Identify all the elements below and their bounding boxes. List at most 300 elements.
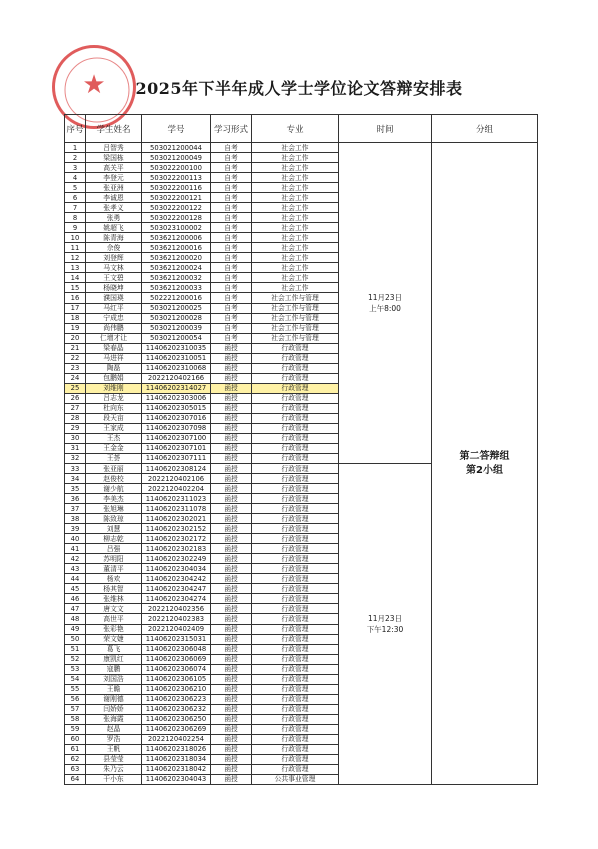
schedule-table bbox=[64, 114, 538, 785]
major: 行政管理 bbox=[252, 494, 339, 504]
row-index: 36 bbox=[65, 494, 86, 504]
major: 行政管理 bbox=[252, 664, 339, 674]
student-name: 尚伟鹏 bbox=[86, 323, 142, 333]
major: 行政管理 bbox=[252, 654, 339, 664]
student-id: 11406202315031 bbox=[142, 634, 211, 644]
study-mode: 自考 bbox=[211, 173, 252, 183]
student-id: 503621200033 bbox=[142, 283, 211, 293]
student-name: 董清平 bbox=[86, 564, 142, 574]
time-slot-cell: 11月23日 下午12:30 bbox=[339, 464, 432, 785]
study-mode: 函授 bbox=[211, 464, 252, 474]
student-id: 11406202310051 bbox=[142, 353, 211, 363]
major: 行政管理 bbox=[252, 704, 339, 714]
study-mode: 自考 bbox=[211, 233, 252, 243]
study-mode: 函授 bbox=[211, 373, 252, 383]
header-study-mode: 学习形式 bbox=[211, 115, 252, 143]
study-mode: 函授 bbox=[211, 764, 252, 774]
major: 社会工作 bbox=[252, 233, 339, 243]
study-mode: 函授 bbox=[211, 644, 252, 654]
row-index: 29 bbox=[65, 423, 86, 433]
header-group: 分组 bbox=[432, 115, 538, 143]
student-name: 罗浩 bbox=[86, 734, 142, 744]
major: 行政管理 bbox=[252, 714, 339, 724]
group-cell: 第二答辩组 第2小组 bbox=[432, 143, 538, 785]
student-id: 11406202306232 bbox=[142, 704, 211, 714]
major: 行政管理 bbox=[252, 584, 339, 594]
major: 社会工作与管理 bbox=[252, 323, 339, 333]
major: 行政管理 bbox=[252, 383, 339, 393]
student-name: 柳志乾 bbox=[86, 534, 142, 544]
student-name: 姚超飞 bbox=[86, 223, 142, 233]
student-name: 张彩艳 bbox=[86, 624, 142, 634]
student-name: 县莹莹 bbox=[86, 754, 142, 764]
student-name: 梁国栋 bbox=[86, 153, 142, 163]
row-index: 52 bbox=[65, 654, 86, 664]
student-id: 502221200016 bbox=[142, 293, 211, 303]
student-name: 吕智秀 bbox=[86, 143, 142, 153]
study-mode: 函授 bbox=[211, 363, 252, 373]
student-id: 503022200113 bbox=[142, 173, 211, 183]
student-id: 11406202307098 bbox=[142, 423, 211, 433]
document-title: 2025年下半年成人学士学位论文答辩安排表 bbox=[135, 79, 463, 98]
row-index: 56 bbox=[65, 694, 86, 704]
student-name: 王荟 bbox=[86, 453, 142, 463]
major: 行政管理 bbox=[252, 634, 339, 644]
student-id: 11406202302152 bbox=[142, 524, 211, 534]
study-mode: 函授 bbox=[211, 684, 252, 694]
row-index: 1 bbox=[65, 143, 86, 153]
student-name: 王帆 bbox=[86, 744, 142, 754]
major: 行政管理 bbox=[252, 413, 339, 423]
student-name: 张亚丽 bbox=[86, 464, 142, 474]
student-id: 11406202303006 bbox=[142, 393, 211, 403]
row-index: 43 bbox=[65, 564, 86, 574]
major: 行政管理 bbox=[252, 453, 339, 463]
major: 行政管理 bbox=[252, 574, 339, 584]
study-mode: 函授 bbox=[211, 574, 252, 584]
major: 行政管理 bbox=[252, 754, 339, 764]
study-mode: 函授 bbox=[211, 554, 252, 564]
table-body bbox=[65, 143, 538, 785]
major: 行政管理 bbox=[252, 363, 339, 373]
study-mode: 自考 bbox=[211, 333, 252, 343]
row-index: 18 bbox=[65, 313, 86, 323]
student-name: 吕志龙 bbox=[86, 393, 142, 403]
major: 社会工作与管理 bbox=[252, 293, 339, 303]
row-index: 42 bbox=[65, 554, 86, 564]
student-name: 王文碧 bbox=[86, 273, 142, 283]
student-name: 段天亩 bbox=[86, 413, 142, 423]
student-id: 503621200020 bbox=[142, 253, 211, 263]
student-id: 11406202305015 bbox=[142, 403, 211, 413]
student-name: 马进祥 bbox=[86, 353, 142, 363]
row-index: 37 bbox=[65, 504, 86, 514]
study-mode: 自考 bbox=[211, 303, 252, 313]
student-name: 杨欢 bbox=[86, 574, 142, 584]
study-mode: 函授 bbox=[211, 353, 252, 363]
student-id: 11406202306223 bbox=[142, 694, 211, 704]
student-name: 荣文婕 bbox=[86, 634, 142, 644]
major: 行政管理 bbox=[252, 624, 339, 634]
study-mode: 自考 bbox=[211, 183, 252, 193]
student-id: 11406202307016 bbox=[142, 413, 211, 423]
row-index: 13 bbox=[65, 263, 86, 273]
row-index: 11 bbox=[65, 243, 86, 253]
student-name: 刘慧 bbox=[86, 524, 142, 534]
student-id: 2022120402409 bbox=[142, 624, 211, 634]
student-id: 2022120402254 bbox=[142, 734, 211, 744]
student-name: 王瞻 bbox=[86, 684, 142, 694]
row-index: 30 bbox=[65, 433, 86, 443]
student-name: 陶磊 bbox=[86, 363, 142, 373]
student-name: 张维林 bbox=[86, 594, 142, 604]
study-mode: 函授 bbox=[211, 494, 252, 504]
student-id: 503621200016 bbox=[142, 243, 211, 253]
major: 社会工作与管理 bbox=[252, 313, 339, 323]
study-mode: 自考 bbox=[211, 323, 252, 333]
student-id: 503021200028 bbox=[142, 313, 211, 323]
row-index: 24 bbox=[65, 373, 86, 383]
student-id: 11406202307101 bbox=[142, 443, 211, 453]
study-mode: 函授 bbox=[211, 514, 252, 524]
student-id: 11406202318042 bbox=[142, 764, 211, 774]
major: 行政管理 bbox=[252, 604, 339, 614]
student-name: 马文林 bbox=[86, 263, 142, 273]
row-index: 9 bbox=[65, 223, 86, 233]
major: 社会工作 bbox=[252, 283, 339, 293]
student-name: 张旭琳 bbox=[86, 504, 142, 514]
row-index: 49 bbox=[65, 624, 86, 634]
student-id: 11406202310035 bbox=[142, 343, 211, 353]
student-id: 11406202306210 bbox=[142, 684, 211, 694]
major: 行政管理 bbox=[252, 734, 339, 744]
student-id: 2022120402356 bbox=[142, 604, 211, 614]
student-name: 李登元 bbox=[86, 173, 142, 183]
major: 行政管理 bbox=[252, 504, 339, 514]
major: 公共事业管理 bbox=[252, 774, 339, 784]
study-mode: 自考 bbox=[211, 273, 252, 283]
student-id: 11406202307111 bbox=[142, 453, 211, 463]
student-id: 2022120402166 bbox=[142, 373, 211, 383]
study-mode: 函授 bbox=[211, 634, 252, 644]
row-index: 26 bbox=[65, 393, 86, 403]
row-index: 40 bbox=[65, 534, 86, 544]
major: 社会工作 bbox=[252, 143, 339, 153]
row-index: 35 bbox=[65, 484, 86, 494]
study-mode: 自考 bbox=[211, 283, 252, 293]
student-id: 503021200054 bbox=[142, 333, 211, 343]
student-name: 王金金 bbox=[86, 443, 142, 453]
row-index: 47 bbox=[65, 604, 86, 614]
row-index: 16 bbox=[65, 293, 86, 303]
study-mode: 函授 bbox=[211, 484, 252, 494]
student-name: 梁春晶 bbox=[86, 343, 142, 353]
student-name: 张孝义 bbox=[86, 203, 142, 213]
study-mode: 函授 bbox=[211, 604, 252, 614]
major: 社会工作 bbox=[252, 213, 339, 223]
row-index: 62 bbox=[65, 754, 86, 764]
study-mode: 函授 bbox=[211, 524, 252, 534]
major: 社会工作与管理 bbox=[252, 303, 339, 313]
study-mode: 函授 bbox=[211, 504, 252, 514]
student-name: 仁增才让 bbox=[86, 333, 142, 343]
study-mode: 自考 bbox=[211, 203, 252, 213]
row-index: 21 bbox=[65, 343, 86, 353]
study-mode: 函授 bbox=[211, 694, 252, 704]
student-id: 503621200024 bbox=[142, 263, 211, 273]
major: 行政管理 bbox=[252, 443, 339, 453]
row-index: 39 bbox=[65, 524, 86, 534]
major: 行政管理 bbox=[252, 343, 339, 353]
student-id: 503022200100 bbox=[142, 163, 211, 173]
row-index: 12 bbox=[65, 253, 86, 263]
row-index: 25 bbox=[65, 383, 86, 393]
major: 行政管理 bbox=[252, 724, 339, 734]
student-name: 刘维刚 bbox=[86, 383, 142, 393]
student-name: 刘国浩 bbox=[86, 674, 142, 684]
study-mode: 自考 bbox=[211, 153, 252, 163]
student-id: 503621200006 bbox=[142, 233, 211, 243]
major: 行政管理 bbox=[252, 514, 339, 524]
row-index: 41 bbox=[65, 544, 86, 554]
study-mode: 函授 bbox=[211, 584, 252, 594]
major: 行政管理 bbox=[252, 423, 339, 433]
student-name: 康凯红 bbox=[86, 654, 142, 664]
student-id: 503023100002 bbox=[142, 223, 211, 233]
student-name: 葛飞 bbox=[86, 644, 142, 654]
student-name: 包鹏娟 bbox=[86, 373, 142, 383]
row-index: 48 bbox=[65, 614, 86, 624]
student-id: 11406202306069 bbox=[142, 654, 211, 664]
row-index: 5 bbox=[65, 183, 86, 193]
major: 社会工作与管理 bbox=[252, 333, 339, 343]
row-index: 45 bbox=[65, 584, 86, 594]
student-id: 503022200121 bbox=[142, 193, 211, 203]
student-name: 张海霞 bbox=[86, 714, 142, 724]
row-index: 28 bbox=[65, 413, 86, 423]
row-index: 17 bbox=[65, 303, 86, 313]
student-name: 张勇 bbox=[86, 213, 142, 223]
row-index: 46 bbox=[65, 594, 86, 604]
row-index: 54 bbox=[65, 674, 86, 684]
major: 社会工作 bbox=[252, 163, 339, 173]
major: 行政管理 bbox=[252, 644, 339, 654]
major: 行政管理 bbox=[252, 534, 339, 544]
header-student-name: 学生姓名 bbox=[86, 115, 142, 143]
student-id: 503021200025 bbox=[142, 303, 211, 313]
student-name: 佘俊 bbox=[86, 243, 142, 253]
row-index: 53 bbox=[65, 664, 86, 674]
time-slot-cell: 11月23日 上午8:00 bbox=[339, 143, 432, 464]
student-id: 503021200039 bbox=[142, 323, 211, 333]
student-id: 11406202310068 bbox=[142, 363, 211, 373]
header-student-id: 学号 bbox=[142, 115, 211, 143]
major: 行政管理 bbox=[252, 524, 339, 534]
student-name: 杨晓坤 bbox=[86, 283, 142, 293]
major: 社会工作 bbox=[252, 153, 339, 163]
student-id: 11406202302249 bbox=[142, 554, 211, 564]
row-index: 51 bbox=[65, 644, 86, 654]
student-name: 闫娇娇 bbox=[86, 704, 142, 714]
major: 社会工作 bbox=[252, 243, 339, 253]
study-mode: 函授 bbox=[211, 403, 252, 413]
major: 社会工作 bbox=[252, 193, 339, 203]
student-id: 503022200128 bbox=[142, 213, 211, 223]
major: 行政管理 bbox=[252, 544, 339, 554]
student-name: 干小东 bbox=[86, 774, 142, 784]
row-index: 50 bbox=[65, 634, 86, 644]
student-id: 11406202306250 bbox=[142, 714, 211, 724]
student-id: 11406202306074 bbox=[142, 664, 211, 674]
student-name: 濮国瑛 bbox=[86, 293, 142, 303]
study-mode: 函授 bbox=[211, 544, 252, 554]
row-index: 15 bbox=[65, 283, 86, 293]
student-name: 马红平 bbox=[86, 303, 142, 313]
student-name: 刘登辉 bbox=[86, 253, 142, 263]
student-name: 李诚恩 bbox=[86, 193, 142, 203]
student-id: 503022200116 bbox=[142, 183, 211, 193]
study-mode: 函授 bbox=[211, 564, 252, 574]
study-mode: 自考 bbox=[211, 213, 252, 223]
study-mode: 函授 bbox=[211, 674, 252, 684]
major: 行政管理 bbox=[252, 764, 339, 774]
major: 社会工作 bbox=[252, 183, 339, 193]
major: 行政管理 bbox=[252, 433, 339, 443]
row-index: 61 bbox=[65, 744, 86, 754]
row-index: 34 bbox=[65, 474, 86, 484]
table-row bbox=[65, 143, 538, 153]
study-mode: 函授 bbox=[211, 744, 252, 754]
study-mode: 函授 bbox=[211, 734, 252, 744]
student-name: 朱乃云 bbox=[86, 764, 142, 774]
student-name: 杨其智 bbox=[86, 584, 142, 594]
row-index: 33 bbox=[65, 464, 86, 474]
student-id: 11406202302172 bbox=[142, 534, 211, 544]
student-name: 宁成忠 bbox=[86, 313, 142, 323]
study-mode: 自考 bbox=[211, 313, 252, 323]
study-mode: 函授 bbox=[211, 654, 252, 664]
study-mode: 函授 bbox=[211, 423, 252, 433]
major: 社会工作 bbox=[252, 203, 339, 213]
study-mode: 自考 bbox=[211, 243, 252, 253]
major: 行政管理 bbox=[252, 554, 339, 564]
student-name: 陈青海 bbox=[86, 233, 142, 243]
study-mode: 自考 bbox=[211, 163, 252, 173]
row-index: 59 bbox=[65, 724, 86, 734]
major: 社会工作 bbox=[252, 253, 339, 263]
student-id: 11406202307100 bbox=[142, 433, 211, 443]
student-id: 11406202306269 bbox=[142, 724, 211, 734]
major: 社会工作 bbox=[252, 273, 339, 283]
student-id: 11406202311023 bbox=[142, 494, 211, 504]
row-index: 31 bbox=[65, 443, 86, 453]
major: 行政管理 bbox=[252, 403, 339, 413]
row-index: 14 bbox=[65, 273, 86, 283]
row-index: 60 bbox=[65, 734, 86, 744]
student-name: 王家成 bbox=[86, 423, 142, 433]
student-id: 503621200032 bbox=[142, 273, 211, 283]
study-mode: 函授 bbox=[211, 594, 252, 604]
major: 社会工作 bbox=[252, 173, 339, 183]
student-name: 谢刚德 bbox=[86, 694, 142, 704]
student-id: 11406202318034 bbox=[142, 754, 211, 764]
seal-star-icon: ★ bbox=[82, 70, 106, 100]
table-header-row bbox=[65, 115, 538, 143]
student-id: 11406202306105 bbox=[142, 674, 211, 684]
study-mode: 函授 bbox=[211, 714, 252, 724]
major: 行政管理 bbox=[252, 373, 339, 383]
study-mode: 函授 bbox=[211, 393, 252, 403]
student-name: 苏明阳 bbox=[86, 554, 142, 564]
row-index: 4 bbox=[65, 173, 86, 183]
student-name: 高世平 bbox=[86, 614, 142, 624]
row-index: 64 bbox=[65, 774, 86, 784]
major: 行政管理 bbox=[252, 684, 339, 694]
student-id: 2022120402204 bbox=[142, 484, 211, 494]
student-name: 高关平 bbox=[86, 163, 142, 173]
student-name: 寇鹏 bbox=[86, 664, 142, 674]
student-name: 李美杰 bbox=[86, 494, 142, 504]
major: 社会工作 bbox=[252, 263, 339, 273]
major: 行政管理 bbox=[252, 564, 339, 574]
study-mode: 自考 bbox=[211, 143, 252, 153]
major: 行政管理 bbox=[252, 694, 339, 704]
study-mode: 函授 bbox=[211, 614, 252, 624]
student-id: 11406202304247 bbox=[142, 584, 211, 594]
study-mode: 自考 bbox=[211, 293, 252, 303]
student-id: 11406202304034 bbox=[142, 564, 211, 574]
study-mode: 函授 bbox=[211, 664, 252, 674]
major: 行政管理 bbox=[252, 744, 339, 754]
header-time: 时间 bbox=[339, 115, 432, 143]
student-name: 赵晶 bbox=[86, 724, 142, 734]
study-mode: 函授 bbox=[211, 534, 252, 544]
row-index: 38 bbox=[65, 514, 86, 524]
student-name: 吕强 bbox=[86, 544, 142, 554]
student-name: 唐文文 bbox=[86, 604, 142, 614]
header-major: 专业 bbox=[252, 115, 339, 143]
header-index: 序号 bbox=[65, 115, 86, 143]
student-name: 杜向东 bbox=[86, 403, 142, 413]
major: 行政管理 bbox=[252, 393, 339, 403]
row-index: 23 bbox=[65, 363, 86, 373]
major: 社会工作 bbox=[252, 223, 339, 233]
major: 行政管理 bbox=[252, 464, 339, 474]
row-index: 63 bbox=[65, 764, 86, 774]
row-index: 44 bbox=[65, 574, 86, 584]
student-id: 11406202302021 bbox=[142, 514, 211, 524]
study-mode: 自考 bbox=[211, 223, 252, 233]
study-mode: 自考 bbox=[211, 193, 252, 203]
major: 行政管理 bbox=[252, 474, 339, 484]
student-name: 赵俊校 bbox=[86, 474, 142, 484]
row-index: 7 bbox=[65, 203, 86, 213]
row-index: 22 bbox=[65, 353, 86, 363]
major: 行政管理 bbox=[252, 353, 339, 363]
study-mode: 函授 bbox=[211, 724, 252, 734]
row-index: 20 bbox=[65, 333, 86, 343]
student-name: 谢少航 bbox=[86, 484, 142, 494]
student-name: 王杰 bbox=[86, 433, 142, 443]
student-name: 陈致琼 bbox=[86, 514, 142, 524]
student-id: 11406202314027 bbox=[142, 383, 211, 393]
student-id: 11406202306048 bbox=[142, 644, 211, 654]
major: 行政管理 bbox=[252, 674, 339, 684]
row-index: 32 bbox=[65, 453, 86, 463]
major: 行政管理 bbox=[252, 594, 339, 604]
row-index: 57 bbox=[65, 704, 86, 714]
row-index: 55 bbox=[65, 684, 86, 694]
